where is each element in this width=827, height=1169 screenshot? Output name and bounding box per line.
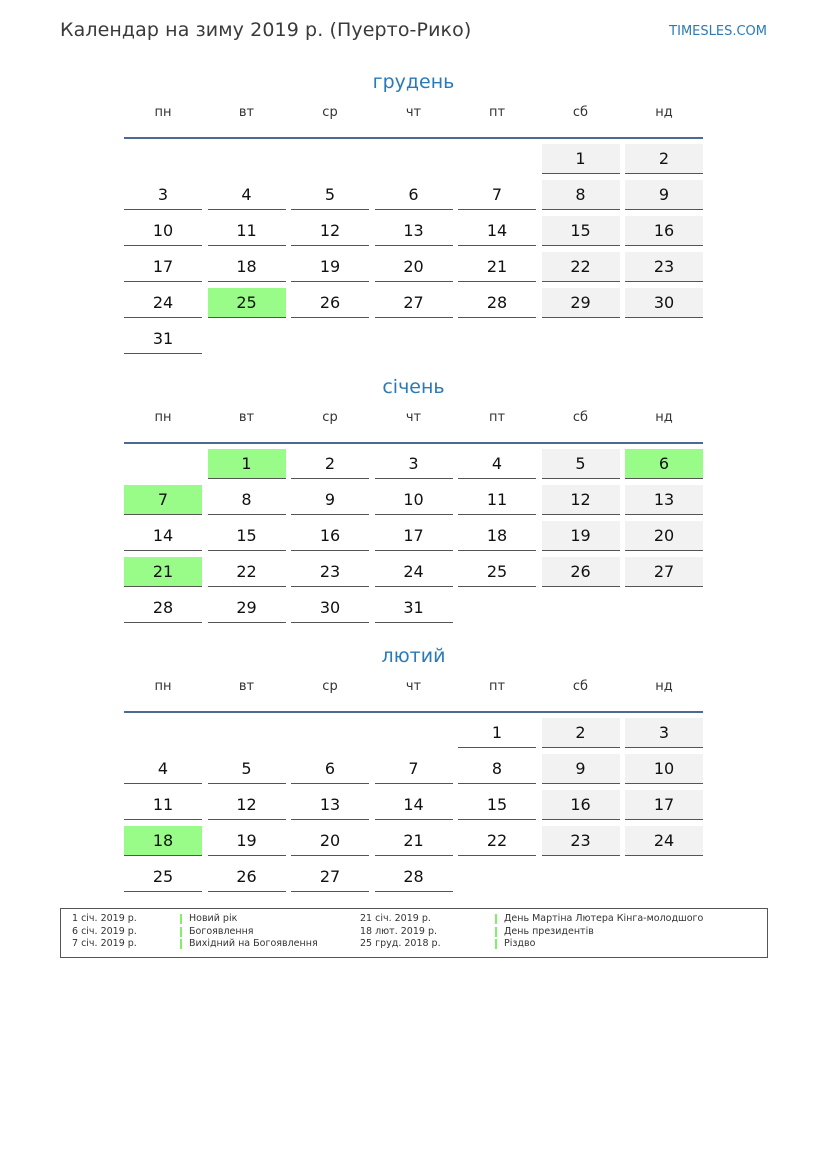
day-cell: 22 <box>208 557 286 587</box>
header-rule <box>124 711 703 713</box>
weekday-header <box>124 406 703 442</box>
legend-item <box>360 913 760 926</box>
day-cell: 1 <box>458 718 536 748</box>
legend-holiday-name: Вихідний на Богоявлення <box>180 939 318 949</box>
day-grid <box>124 144 703 360</box>
day-grid <box>124 718 703 898</box>
weekday-label: пт <box>488 679 506 694</box>
weekday-label: сб <box>572 105 589 120</box>
day-cell: 22 <box>458 826 536 856</box>
weekday-label: чт <box>405 410 422 425</box>
weekday-label: сб <box>572 679 589 694</box>
empty-cell <box>375 718 453 748</box>
legend-holiday-name: Різдво <box>495 939 535 949</box>
empty-cell <box>124 449 202 479</box>
weekday-label: пт <box>488 410 506 425</box>
day-cell: 7 <box>375 754 453 784</box>
month-february <box>124 641 703 898</box>
day-cell: 18 <box>458 521 536 551</box>
month-january <box>124 372 703 629</box>
day-cell: 27 <box>291 862 369 892</box>
day-cell: 30 <box>625 288 703 318</box>
weekday-label: вт <box>238 679 255 694</box>
day-cell: 2 <box>291 449 369 479</box>
day-cell: 27 <box>375 288 453 318</box>
empty-cell <box>208 718 286 748</box>
day-cell: 16 <box>291 521 369 551</box>
day-cell: 29 <box>542 288 620 318</box>
empty-cell <box>208 144 286 174</box>
day-cell-holiday: 21 <box>124 557 202 587</box>
day-cell: 14 <box>375 790 453 820</box>
weekday-label: ср <box>322 410 338 425</box>
day-cell-holiday: 18 <box>124 826 202 856</box>
day-cell: 16 <box>625 216 703 246</box>
day-cell: 11 <box>124 790 202 820</box>
day-cell: 23 <box>291 557 369 587</box>
legend-item <box>360 926 760 939</box>
header-rule <box>124 137 703 139</box>
day-cell: 15 <box>208 521 286 551</box>
month-title: грудень <box>372 71 455 93</box>
legend-date: 1 січ. 2019 р. <box>72 913 137 924</box>
weekday-label: ср <box>322 679 338 694</box>
day-cell: 5 <box>291 180 369 210</box>
day-cell: 24 <box>625 826 703 856</box>
day-cell: 31 <box>375 593 453 623</box>
weekday-label: сб <box>572 410 589 425</box>
day-cell: 10 <box>375 485 453 515</box>
page-title: Календар на зиму 2019 р. (Пуерто-Рико) <box>60 19 472 41</box>
day-cell: 28 <box>375 862 453 892</box>
legend-date: 21 січ. 2019 р. <box>360 913 431 924</box>
legend-holiday-name: Новий рік <box>180 914 237 924</box>
legend-item <box>72 913 402 926</box>
day-cell-holiday: 7 <box>124 485 202 515</box>
day-cell: 8 <box>458 754 536 784</box>
legend-item <box>72 926 402 939</box>
month-december <box>124 67 703 360</box>
legend-item <box>360 938 760 951</box>
day-cell: 29 <box>208 593 286 623</box>
empty-cell <box>291 718 369 748</box>
legend-holiday-name: День Мартіна Лютера Кінга-молодшого <box>495 914 703 924</box>
day-cell: 4 <box>124 754 202 784</box>
empty-cell <box>124 718 202 748</box>
day-cell: 19 <box>208 826 286 856</box>
weekday-label: вт <box>238 105 255 120</box>
day-cell: 17 <box>375 521 453 551</box>
weekday-label: нд <box>655 105 673 120</box>
day-cell: 3 <box>124 180 202 210</box>
weekday-label: пн <box>154 679 172 694</box>
day-cell: 19 <box>291 252 369 282</box>
day-cell: 20 <box>625 521 703 551</box>
site-link[interactable]: TIMESLES.COM <box>669 24 767 39</box>
day-cell-holiday: 1 <box>208 449 286 479</box>
day-cell: 11 <box>208 216 286 246</box>
legend-date: 18 лют. 2019 р. <box>360 926 437 937</box>
day-cell: 4 <box>208 180 286 210</box>
day-cell: 1 <box>542 144 620 174</box>
day-cell-holiday: 6 <box>625 449 703 479</box>
day-cell: 24 <box>124 288 202 318</box>
day-cell: 10 <box>124 216 202 246</box>
day-cell: 28 <box>458 288 536 318</box>
day-cell: 13 <box>625 485 703 515</box>
header-rule <box>124 442 703 444</box>
weekday-label: пн <box>154 410 172 425</box>
day-cell: 17 <box>124 252 202 282</box>
day-cell: 10 <box>625 754 703 784</box>
day-cell: 6 <box>375 180 453 210</box>
weekday-label: чт <box>405 679 422 694</box>
day-grid <box>124 449 703 629</box>
day-cell: 15 <box>542 216 620 246</box>
weekday-label: ср <box>322 105 338 120</box>
day-cell: 2 <box>542 718 620 748</box>
day-cell: 25 <box>124 862 202 892</box>
day-cell: 17 <box>625 790 703 820</box>
day-cell: 5 <box>542 449 620 479</box>
legend-date: 25 груд. 2018 р. <box>360 938 441 949</box>
day-cell: 23 <box>625 252 703 282</box>
day-cell: 21 <box>375 826 453 856</box>
day-cell: 13 <box>375 216 453 246</box>
day-cell: 20 <box>291 826 369 856</box>
day-cell: 22 <box>542 252 620 282</box>
month-title: лютий <box>381 645 446 667</box>
weekday-label: чт <box>405 105 422 120</box>
holiday-legend <box>60 908 768 958</box>
day-cell: 26 <box>208 862 286 892</box>
weekday-label: нд <box>655 679 673 694</box>
day-cell: 12 <box>542 485 620 515</box>
day-cell: 15 <box>458 790 536 820</box>
day-cell: 7 <box>458 180 536 210</box>
day-cell: 19 <box>542 521 620 551</box>
day-cell: 6 <box>291 754 369 784</box>
empty-cell <box>291 144 369 174</box>
day-cell: 25 <box>458 557 536 587</box>
empty-cell <box>124 144 202 174</box>
legend-date: 7 січ. 2019 р. <box>72 938 137 949</box>
day-cell: 3 <box>375 449 453 479</box>
day-cell: 30 <box>291 593 369 623</box>
day-cell: 11 <box>458 485 536 515</box>
legend-item <box>72 938 402 951</box>
legend-date: 6 січ. 2019 р. <box>72 926 137 937</box>
day-cell: 28 <box>124 593 202 623</box>
weekday-label: пн <box>154 105 172 120</box>
day-cell: 31 <box>124 324 202 354</box>
day-cell: 26 <box>291 288 369 318</box>
legend-holiday-name: День президентів <box>495 927 594 937</box>
day-cell: 23 <box>542 826 620 856</box>
day-cell: 9 <box>542 754 620 784</box>
day-cell: 16 <box>542 790 620 820</box>
day-cell: 8 <box>542 180 620 210</box>
day-cell: 27 <box>625 557 703 587</box>
day-cell: 12 <box>208 790 286 820</box>
day-cell: 14 <box>458 216 536 246</box>
weekday-label: нд <box>655 410 673 425</box>
day-cell: 9 <box>625 180 703 210</box>
day-cell: 14 <box>124 521 202 551</box>
legend-holiday-name: Богоявлення <box>180 927 254 937</box>
empty-cell <box>375 144 453 174</box>
day-cell: 9 <box>291 485 369 515</box>
month-title: січень <box>382 376 445 398</box>
day-cell-holiday: 25 <box>208 288 286 318</box>
day-cell: 12 <box>291 216 369 246</box>
weekday-header <box>124 101 703 137</box>
weekday-label: вт <box>238 410 255 425</box>
day-cell: 5 <box>208 754 286 784</box>
day-cell: 18 <box>208 252 286 282</box>
day-cell: 4 <box>458 449 536 479</box>
empty-cell <box>458 144 536 174</box>
weekday-header <box>124 675 703 711</box>
day-cell: 8 <box>208 485 286 515</box>
day-cell: 2 <box>625 144 703 174</box>
day-cell: 24 <box>375 557 453 587</box>
day-cell: 20 <box>375 252 453 282</box>
day-cell: 21 <box>458 252 536 282</box>
day-cell: 26 <box>542 557 620 587</box>
weekday-label: пт <box>488 105 506 120</box>
day-cell: 3 <box>625 718 703 748</box>
day-cell: 13 <box>291 790 369 820</box>
